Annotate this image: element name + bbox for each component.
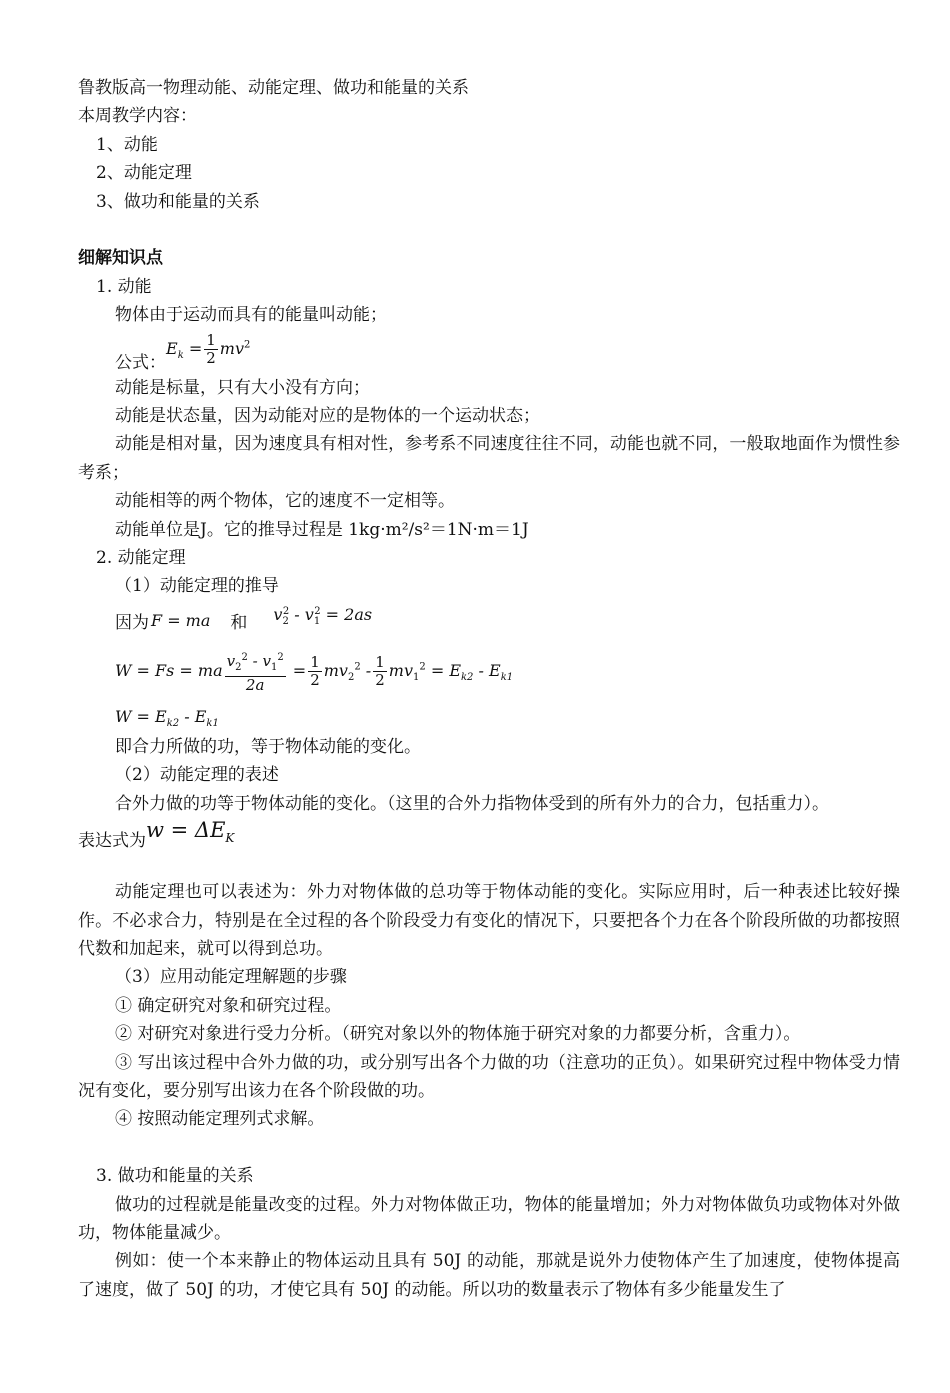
knowledge-heading: 细解知识点 bbox=[78, 248, 163, 269]
kinematics-formula: $v_2^2 - v_1^2 = 2as$ bbox=[273, 604, 373, 628]
step-item: ④ 按照动能定理列式求解。 bbox=[115, 1109, 325, 1130]
s1-para: 动能是标量，只有大小没有方向； bbox=[115, 377, 370, 398]
and-label: 和 bbox=[230, 613, 248, 634]
s1-para: 动能是相对量，因为速度具有相对性，参考系不同速度往往不同，动能也就不同，一般取地面作为惯性参考系； bbox=[78, 434, 900, 483]
expression-label: 表达式为 bbox=[78, 831, 146, 852]
work-result-row bbox=[78, 703, 900, 733]
section2-heading: 2. 动能定理 bbox=[96, 548, 186, 569]
work-derivation-row bbox=[78, 641, 900, 703]
step-item: ③ 写出该过程中合外力做的功，或分别写出各个力做的功（注意功的正负）。如果研究过程中物体受力情况有变化，要分别写出该力在各个阶段做的功。 bbox=[78, 1052, 900, 1101]
s2-sub1: （1）动能定理的推导 bbox=[115, 576, 279, 597]
s3-para: 做功的过程就是能量改变的过程。外力对物体做正功，物体的能量增加；外力对物体做负功或物体对外做功，物体能量减少。 bbox=[78, 1194, 900, 1243]
expression-row bbox=[78, 818, 900, 854]
work-energy-theorem-formula: $w = \Delta E_K$ bbox=[146, 818, 235, 846]
step-item: ① 确定研究对象和研究过程。 bbox=[115, 995, 342, 1016]
section1-heading: 1. 动能 bbox=[96, 276, 152, 297]
s1-para: 动能是状态量，因为动能对应的是物体的一个运动状态； bbox=[115, 406, 540, 427]
work-derivation-formula: W = Fs = ma $\frac{v_2^2 - v_1^2}{2a}$ = $\frac{1}{2}$ $mv_2^2$ - $\frac{1}{2}$ $mv_1^2 = E_{k2} - E_{k1}$ bbox=[115, 649, 513, 694]
because-label: 因为 bbox=[115, 613, 149, 634]
contents-item: 1、动能 bbox=[96, 134, 158, 155]
s1-definition: 物体由于运动而具有的能量叫动能； bbox=[115, 305, 387, 326]
s3-para: 例如：使一个本来静止的物体运动且具有 50J 的动能，那就是说外力使物体产生了加速度，使物体提高了速度，做了 50J 的功，才使它具有 50J 的动能。所以功的数量表示了物体有多少能量发生了 bbox=[78, 1251, 900, 1300]
kinetic-energy-formula-row bbox=[78, 330, 900, 374]
s1-para: 动能相等的两个物体，它的速度不一定相等。 bbox=[115, 491, 455, 512]
newton-second-law-formula: F = ma bbox=[151, 611, 211, 631]
s2-sub2: （2）动能定理的表述 bbox=[115, 765, 279, 786]
formula-label: 公式： bbox=[115, 352, 166, 373]
step-item: ② 对研究对象进行受力分析。（研究对象以外的物体施于研究对象的力都要分析，含重力）。 bbox=[115, 1024, 801, 1045]
work-result-formula: $W = E_{k2} - E_{k1}$ bbox=[115, 706, 219, 729]
derivation-because-row bbox=[78, 601, 900, 641]
contents-item: 2、动能定理 bbox=[96, 163, 192, 184]
week-heading: 本周教学内容： bbox=[78, 106, 197, 127]
kinetic-energy-formula: $E_k$ = $\frac{1}{2}$ $mv^2$ bbox=[166, 330, 251, 367]
s1-unit-para: 动能单位是J。它的推导过程是 1kg·m²/s²＝1N·m＝1J bbox=[115, 519, 529, 540]
s2-statement: 合外力做的功等于物体动能的变化。（这里的合外力指物体受到的所有外力的合力，包括重力）。 bbox=[115, 793, 829, 814]
s2-alt-statement: 动能定理也可以表述为：外力对物体做的总功等于物体动能的变化。实际应用时，后一种表述比较好操作。不必求合力，特别是在全过程的各个阶段受力有变化的情况下，只要把各个力在各个阶段所做的功都按照代数和加起来，就可以得到总功。 bbox=[78, 882, 900, 959]
document-page bbox=[78, 74, 900, 1304]
document-title: 鲁教版高一物理动能、动能定理、做功和能量的关系 bbox=[78, 78, 469, 98]
s2-sub3: （3）应用动能定理解题的步骤 bbox=[115, 967, 347, 988]
contents-item: 3、做功和能量的关系 bbox=[96, 191, 260, 212]
section3-heading: 3. 做功和能量的关系 bbox=[96, 1166, 254, 1187]
s2-conclusion: 即合力所做的功，等于物体动能的变化。 bbox=[115, 736, 421, 757]
